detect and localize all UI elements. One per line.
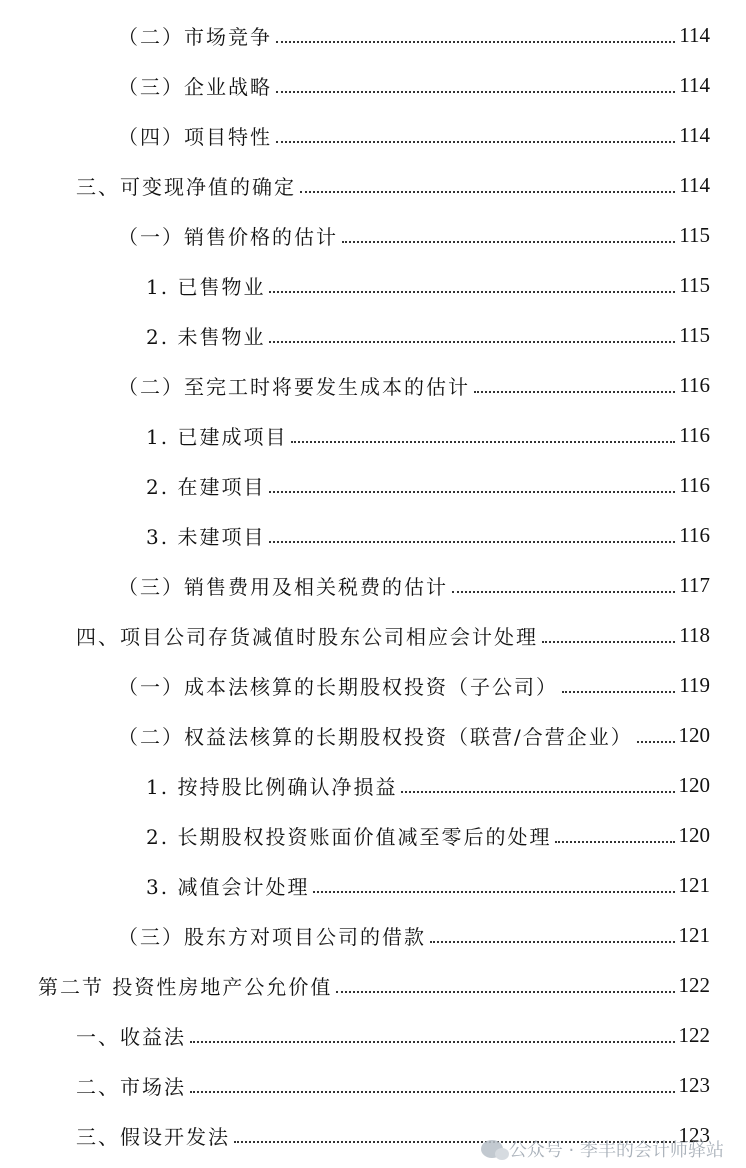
toc-entry[interactable] — [0, 460, 746, 510]
toc-entry-page: 115 — [679, 222, 710, 247]
dot-leader — [474, 390, 675, 393]
dot-leader — [300, 190, 675, 193]
dot-leader — [190, 1040, 675, 1043]
toc-entry-title: （二）至完工时将要发生成本的估计 — [118, 374, 470, 399]
toc-entry-title: 三、假设开发法 — [76, 1124, 230, 1149]
watermark — [481, 1136, 724, 1162]
dot-leader — [342, 240, 675, 243]
toc-entry[interactable] — [0, 10, 746, 60]
dot-leader — [562, 690, 675, 693]
dot-leader — [336, 990, 674, 993]
toc-entry-page: 120 — [678, 822, 710, 847]
toc-entry-page: 120 — [678, 772, 710, 797]
toc-entry[interactable] — [0, 1010, 746, 1060]
toc-entry[interactable] — [0, 210, 746, 260]
wechat-icon — [481, 1140, 503, 1158]
dot-leader — [269, 490, 675, 493]
dot-leader — [637, 740, 675, 743]
toc-entry-title: 3. 未建项目 — [146, 524, 266, 549]
toc-entry[interactable] — [0, 560, 746, 610]
toc-entry[interactable] — [0, 60, 746, 110]
dot-leader — [291, 440, 675, 443]
toc-entry-page: 117 — [679, 572, 710, 597]
dot-leader — [430, 940, 675, 943]
toc-entry-title: 二、市场法 — [76, 1074, 186, 1099]
toc-entry-page: 115 — [679, 272, 710, 297]
watermark-text: 公众号 · 季丰的会计师驿站 — [508, 1140, 724, 1161]
toc-entry-page: 120 — [678, 722, 710, 747]
toc-entry-page: 118 — [679, 622, 710, 647]
toc-entry[interactable] — [0, 960, 746, 1010]
toc-entry[interactable] — [0, 110, 746, 160]
table-of-contents — [0, 10, 746, 1160]
dot-leader — [555, 840, 674, 843]
toc-entry-title: 3. 减值会计处理 — [146, 874, 310, 899]
toc-entry-title: （二）权益法核算的长期股权投资（联营/合营企业） — [118, 724, 633, 749]
toc-entry[interactable] — [0, 910, 746, 960]
toc-entry-page: 123 — [678, 1072, 710, 1097]
dot-leader — [269, 340, 675, 343]
toc-entry-page: 123 — [678, 1122, 710, 1147]
toc-entry-title: 1. 已售物业 — [146, 274, 266, 299]
toc-entry[interactable] — [0, 410, 746, 460]
toc-entry[interactable] — [0, 260, 746, 310]
dot-leader — [269, 540, 675, 543]
toc-entry-page: 116 — [679, 422, 710, 447]
dot-leader — [401, 790, 674, 793]
dot-leader — [269, 290, 675, 293]
toc-entry-page: 114 — [679, 72, 710, 97]
toc-entry-page: 119 — [679, 672, 710, 697]
toc-entry-title: （三）股东方对项目公司的借款 — [118, 924, 426, 949]
toc-entry-page: 122 — [678, 1022, 710, 1047]
toc-entry[interactable] — [0, 860, 746, 910]
toc-entry-title: 1. 已建成项目 — [146, 424, 288, 449]
dot-leader — [542, 640, 675, 643]
toc-entry-title: （四）项目特性 — [118, 124, 272, 149]
toc-entry-title: 四、项目公司存货减值时股东公司相应会计处理 — [76, 624, 538, 649]
toc-entry[interactable] — [0, 310, 746, 360]
toc-entry-page: 114 — [679, 22, 710, 47]
dot-leader — [452, 590, 675, 593]
toc-entry-title: （一）销售价格的估计 — [118, 224, 338, 249]
toc-entry[interactable] — [0, 810, 746, 860]
dot-leader — [190, 1090, 675, 1093]
toc-entry[interactable] — [0, 660, 746, 710]
toc-entry-page: 116 — [679, 522, 710, 547]
dot-leader — [276, 90, 675, 93]
toc-entry-title: （一）成本法核算的长期股权投资（子公司） — [118, 674, 558, 699]
toc-entry[interactable] — [0, 1060, 746, 1110]
toc-entry-page: 116 — [679, 372, 710, 397]
toc-entry[interactable] — [0, 510, 746, 560]
toc-entry[interactable] — [0, 760, 746, 810]
toc-entry-title: 2. 在建项目 — [146, 474, 266, 499]
toc-entry-page: 121 — [678, 922, 710, 947]
dot-leader — [276, 140, 675, 143]
toc-entry-title: 第二节 投资性房地产公允价值 — [38, 974, 333, 999]
toc-entry-title: 2. 长期股权投资账面价值减至零后的处理 — [146, 824, 552, 849]
toc-entry-title: 1. 按持股比例确认净损益 — [146, 774, 398, 799]
toc-entry[interactable] — [0, 160, 746, 210]
toc-entry-page: 115 — [679, 322, 710, 347]
toc-entry-page: 121 — [678, 872, 710, 897]
toc-entry[interactable] — [0, 360, 746, 410]
toc-entry-title: （三）企业战略 — [118, 74, 272, 99]
dot-leader — [276, 40, 675, 43]
toc-entry-page: 116 — [679, 472, 710, 497]
toc-entry-title: 2. 未售物业 — [146, 324, 266, 349]
toc-entry-page: 114 — [679, 172, 710, 197]
toc-entry-title: 一、收益法 — [76, 1024, 186, 1049]
dot-leader — [313, 890, 674, 893]
toc-entry[interactable] — [0, 710, 746, 760]
toc-entry-page: 114 — [679, 122, 710, 147]
toc-entry[interactable] — [0, 610, 746, 660]
toc-entry-title: 三、可变现净值的确定 — [76, 174, 296, 199]
toc-entry-title: （二）市场竞争 — [118, 24, 272, 49]
toc-entry-page: 122 — [678, 972, 710, 997]
toc-entry-title: （三）销售费用及相关税费的估计 — [118, 574, 448, 599]
